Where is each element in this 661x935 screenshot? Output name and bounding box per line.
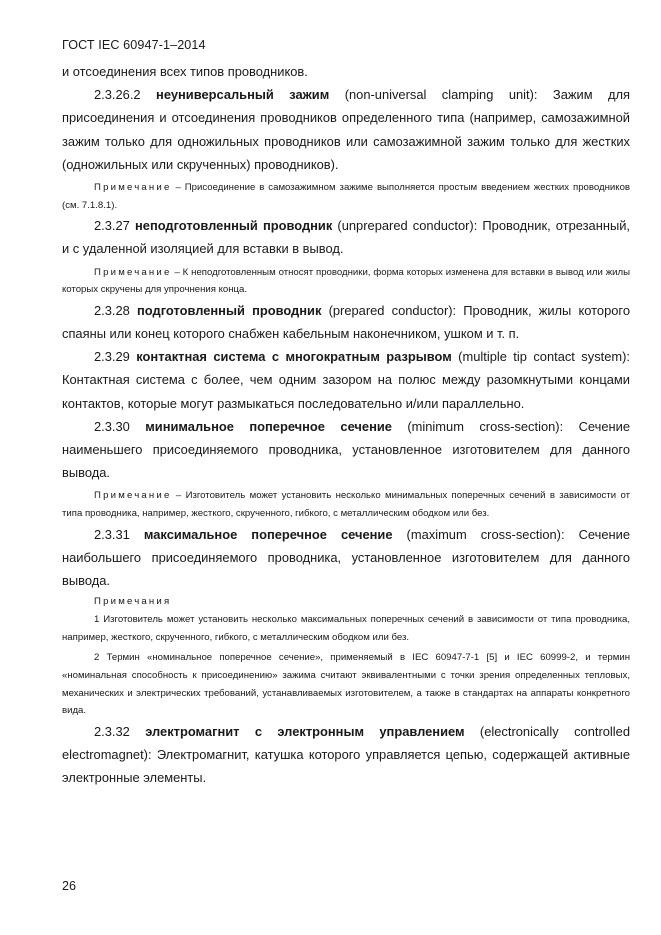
note-label: Примечание [94,490,172,502]
note-2-3-27: Примечание – К неподготовленным относят проводники, форма которых изменена для вставки в вывод или жилы которых скручены для упрочнения конца. [62,266,630,296]
term: неуниверсальный зажим [156,87,330,103]
note-2-3-26-2: Примечание – Присоединение в самозажимном зажиме выполняется простым введением жестких проводников (см. 7.1.8.1). [62,182,630,211]
note-label: Примечание [94,266,172,278]
page-number: 26 [62,879,77,893]
term: минимальное поперечное сечение [145,418,392,434]
term: контактная система с многократным разрывом [136,349,452,365]
definition-2-3-31: 2.3.31 максимальное поперечное сечение (maximum cross-section): Сечение наибольшего присоединяемого проводника, установленное изготовителем для данного вывода. [62,526,630,589]
page-header: ГОСТ IEC 60947-1–2014 [62,38,206,52]
note-label: Примечание [94,182,172,194]
definition-2-3-28: 2.3.28 подготовленный проводник (prepared conductor): Проводник, жилы которого спаяны или конец которого снабжен кабельным наконечником, ушком и т. п. [62,302,630,341]
document-body [62,60,630,789]
definition-2-3-26-2: 2.3.26.2 неуниверсальный зажим (non-universal clamping unit): Зажим для присоединения и отсоединения проводников определенного типа (например, самозажимной зажим только для одножильных проводников или самозажимной зажим только для жестких (одножильных или скрученных) проводников). [62,87,631,172]
note-2-3-31-2: 2 Термин «номинальное поперечное сечение», применяемый в IEC 60947-7-1 [5] и IEC 60999-2, и термин «номинальная способность к присоединению» зажима считают эквивалентными с точки зрения определенных тепловых, механических и электрических требований, устанавливаемых изготовителем, а также в стандартах на аппараты конкретного вида. [62,652,630,717]
term: электромагнит с электронным управлением [145,723,465,739]
definition-2-3-32: 2.3.32 электромагнит с электронным управлением (electronically controlled electromagnet): Электромагнит, катушка которого управляется цепью, содержащей активные электронные элементы. [62,723,630,786]
term: неподготовленный проводник [134,218,333,234]
paragraph-continuation: и отсоединения всех типов проводников. [62,64,308,79]
notes-title: Примечания [94,596,172,608]
term: максимальное поперечное сечение [143,526,393,542]
note-2-3-31-1: 1 Изготовитель может установить несколько максимальных поперечных сечений в зависимости от типа проводника, например, жесткого, скрученного, гибкого, с металлическим ободком или без. [62,614,630,643]
note-2-3-30: Примечание – Изготовитель может установить несколько минимальных поперечных сечений в зависимости от типа проводника, например, жесткого, скрученного, гибкого, с металлическим ободком или без. [62,490,630,520]
definition-2-3-30: 2.3.30 минимальное поперечное сечение (minimum cross-section): Сечение наименьшего присоединяемого проводника, установленное изготовителем для данного вывода. [62,418,631,481]
term: подготовленный проводник [137,302,322,318]
definition-2-3-27: 2.3.27 неподготовленный проводник (unprepared conductor): Проводник, отрезанный, и с удаленной изоляцией для вставки в вывод. [62,218,630,257]
definition-2-3-29: 2.3.29 контактная система с многократным разрывом (multiple tip contact system): Контактная система с более, чем одним зазором на полюс между разомкнутыми концами контактов, которые могут размыкаться последовательно и/или параллельно. [62,349,631,411]
